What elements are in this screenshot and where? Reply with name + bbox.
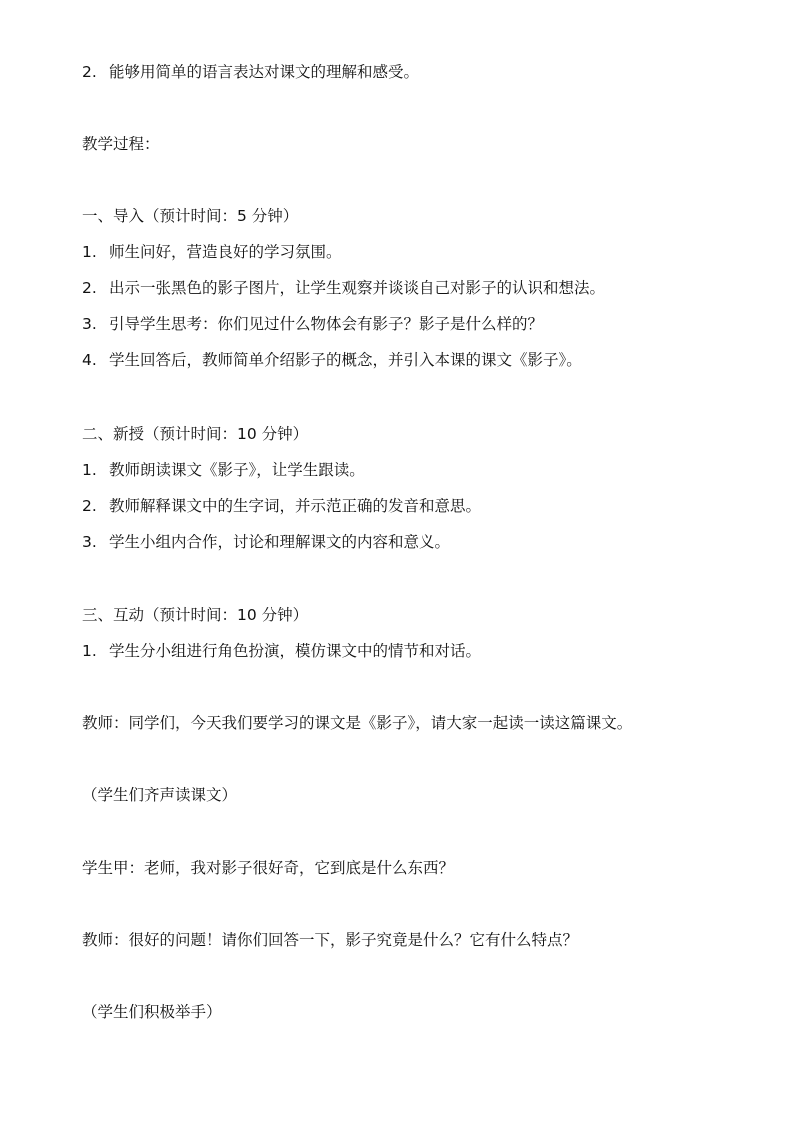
section-3-item-1 xyxy=(82,641,754,661)
list-number: 3. xyxy=(82,533,97,551)
section-1-heading: 一、导入（预计时间：5 分钟） xyxy=(82,207,299,225)
process-heading: 教学过程： xyxy=(82,135,160,153)
list-number: 1. xyxy=(82,642,97,660)
list-text: 学生小组内合作，讨论和理解课文的内容和意义。 xyxy=(109,533,451,551)
section-1-item-1 xyxy=(82,242,754,262)
section-1-item-3 xyxy=(82,314,754,334)
list-number: 3. xyxy=(82,315,97,333)
section-2-item-1 xyxy=(82,460,754,480)
section-3-heading: 三、互动（预计时间：10 分钟） xyxy=(82,606,309,624)
list-text: 学生分小组进行角色扮演，模仿课文中的情节和对话。 xyxy=(109,642,482,660)
intro-item-2 xyxy=(82,62,754,82)
dialogue-line-4: 教师：很好的问题！请你们回答一下，影子究竟是什么？它有什么特点？ xyxy=(82,931,579,949)
list-text: 引导学生思考：你们见过什么物体会有影子？影子是什么样的？ xyxy=(109,315,544,333)
section-2-heading: 二、新授（预计时间：10 分钟） xyxy=(82,425,309,443)
dialogue-line-1: 教师：同学们，今天我们要学习的课文是《影子》，请大家一起读一读这篇课文。 xyxy=(82,714,633,732)
section-2-item-3 xyxy=(82,532,754,552)
list-text: 师生问好，营造良好的学习氛围。 xyxy=(109,243,342,261)
list-number: 1. xyxy=(82,461,97,479)
dialogue-line-2: （学生们齐声读课文） xyxy=(82,786,238,804)
section-1-item-4 xyxy=(82,350,754,370)
dialogue-line-5: （学生们积极举手） xyxy=(82,1003,222,1021)
list-number: 2. xyxy=(82,63,97,81)
section-2-item-2 xyxy=(82,496,754,516)
list-text: 教师朗读课文《影子》，让学生跟读。 xyxy=(109,461,365,479)
list-number: 2. xyxy=(82,279,97,297)
list-number: 4. xyxy=(82,351,97,369)
list-number: 1. xyxy=(82,243,97,261)
list-text: 教师解释课文中的生字词，并示范正确的发音和意思。 xyxy=(109,497,482,515)
dialogue-line-3: 学生甲：老师，我对影子很好奇，它到底是什么东西？ xyxy=(82,859,455,877)
list-number: 2. xyxy=(82,497,97,515)
section-1-item-2 xyxy=(82,278,754,298)
list-text: 出示一张黑色的影子图片，让学生观察并谈谈自己对影子的认识和想法。 xyxy=(109,279,606,297)
list-text: 学生回答后，教师简单介绍影子的概念，并引入本课的课文《影子》。 xyxy=(109,351,582,369)
list-text: 能够用简单的语言表达对课文的理解和感受。 xyxy=(109,63,420,81)
